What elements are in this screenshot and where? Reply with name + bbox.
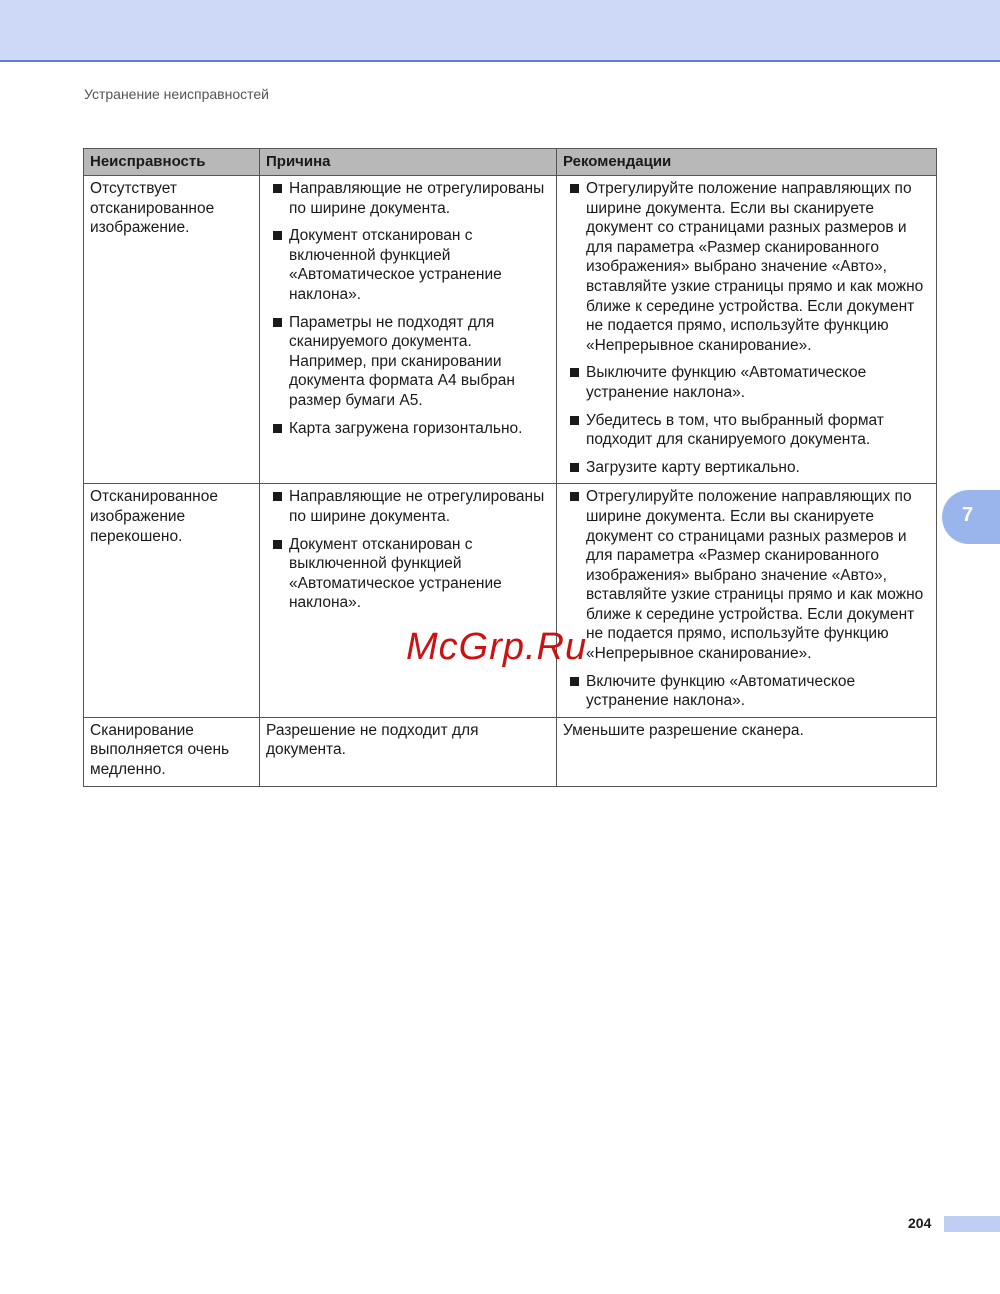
cause-list — [266, 487, 550, 613]
list-item: Убедитесь в том, что выбранный формат подходит для сканируемого документа. — [563, 411, 930, 450]
troubleshooting-table — [83, 148, 937, 787]
cause-cell — [260, 484, 557, 718]
section-header: Устранение неисправностей — [84, 86, 269, 102]
recommendation-cell: Уменьшите разрешение сканера. — [557, 717, 937, 786]
problem-cell: Отсканированное изображение перекошено. — [84, 484, 260, 718]
list-item: Загрузите карту вертикально. — [563, 458, 930, 478]
recommendation-cell — [557, 484, 937, 718]
column-header-cause: Причина — [260, 149, 557, 176]
table-row — [84, 484, 937, 718]
watermark: McGrp.Ru — [406, 626, 588, 668]
problem-cell: Отсутствует отсканированное изображение. — [84, 176, 260, 484]
list-item: Отрегулируйте положение направляющих по ширине документа. Если вы сканируете документ со страницами разных размеров и для параметра «Размер сканированного изображения» выбрано значение «Авто», вставляйте узкие страницы прямо и как можно ближе к середине устройства. Если документ не подается прямо, используйте функцию «Непрерывное сканирование». — [563, 179, 930, 355]
column-header-recommendations: Рекомендации — [557, 149, 937, 176]
list-item: Документ отсканирован с выключенной функцией «Автоматическое устранение наклона». — [266, 535, 550, 613]
problem-cell: Сканирование выполняется очень медленно. — [84, 717, 260, 786]
list-item: Документ отсканирован с включенной функцией «Автоматическое устранение наклона». — [266, 226, 550, 304]
table-header-row — [84, 149, 937, 176]
top-band — [0, 0, 1000, 62]
recommendation-list — [563, 487, 930, 711]
list-item: Отрегулируйте положение направляющих по ширине документа. Если вы сканируете документ со страницами разных размеров и для параметра «Размер сканированного изображения» выбрано значение «Авто», вставляйте узкие страницы прямо и как можно ближе к середине устройства. Если документ не подается прямо, используйте функцию «Непрерывное сканирование». — [563, 487, 930, 663]
table-row — [84, 717, 937, 786]
chapter-tab — [942, 490, 1000, 544]
page-number-bar — [944, 1216, 1000, 1232]
recommendation-list — [563, 179, 930, 477]
list-item: Параметры не подходят для сканируемого документа. Например, при сканировании документа формата A4 выбран размер бумаги A5. — [266, 313, 550, 411]
list-item: Выключите функцию «Автоматическое устранение наклона». — [563, 363, 930, 402]
table-row — [84, 176, 937, 484]
list-item: Направляющие не отрегулированы по ширине документа. — [266, 487, 550, 526]
cause-list — [266, 179, 550, 438]
page-number: 204 — [908, 1215, 932, 1231]
chapter-number: 7 — [962, 504, 974, 526]
list-item: Карта загружена горизонтально. — [266, 419, 550, 439]
cause-cell: Разрешение не подходит для документа. — [260, 717, 557, 786]
list-item: Направляющие не отрегулированы по ширине документа. — [266, 179, 550, 218]
recommendation-cell — [557, 176, 937, 484]
column-header-problem: Неисправность — [84, 149, 260, 176]
list-item: Включите функцию «Автоматическое устранение наклона». — [563, 672, 930, 711]
cause-cell — [260, 176, 557, 484]
